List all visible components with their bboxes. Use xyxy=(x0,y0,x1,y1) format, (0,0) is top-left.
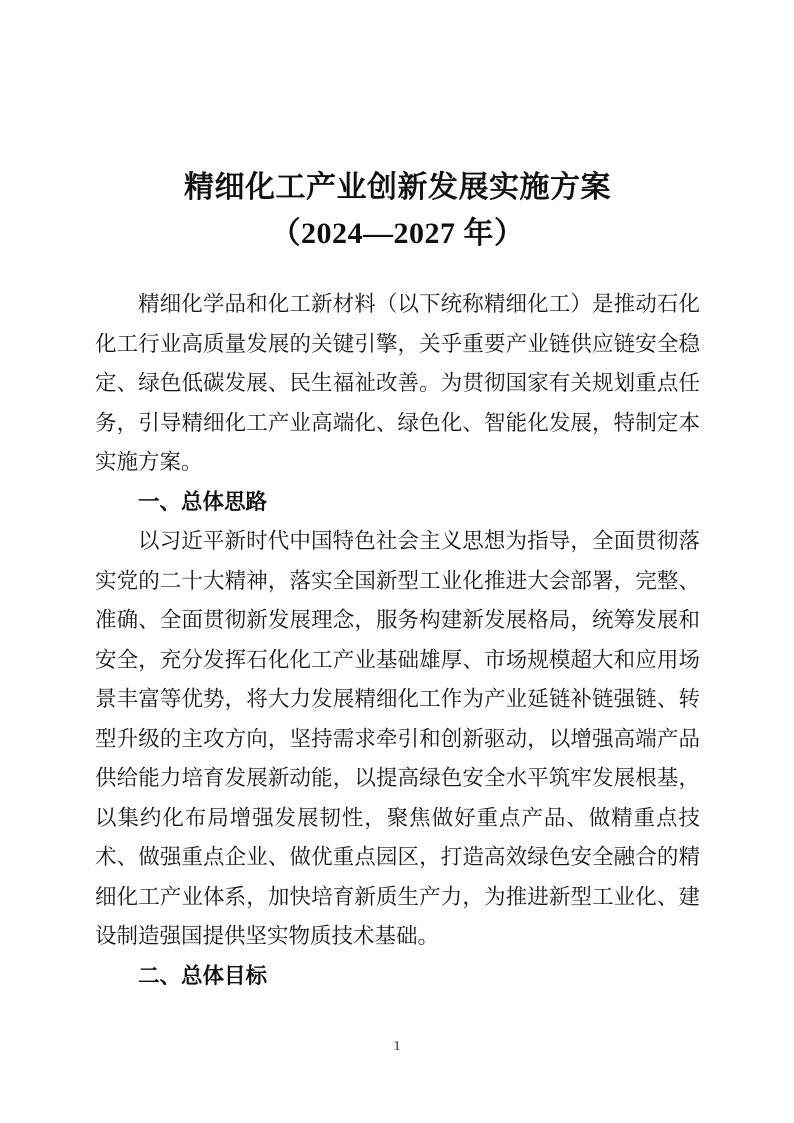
document-title xyxy=(95,165,700,257)
section-heading-overall-approach: 一、总体思路 xyxy=(138,489,268,514)
document-body xyxy=(95,285,700,996)
paragraph-intro: 精细化学品和化工新材料（以下统称精细化工）是推动石化化工行业高质量发展的关键引擎，关乎重要产业链供应链安全稳定、绿色低碳发展、民生福祉改善。为贯彻国家有关规划重点任务，引导精细化工产业高端化、绿色化、智能化发展，特制定本实施方案。 xyxy=(95,292,700,474)
section-heading-overall-goals: 二、总体目标 xyxy=(138,963,268,988)
page-number: 1 xyxy=(393,1039,401,1054)
paragraph-overall-approach: 以习近平新时代中国特色社会主义思想为指导，全面贯彻落实党的二十大精神，落实全国新型工业化推进大会部署，完整、准确、全面贯彻新发展理念，服务构建新发展格局，统筹发展和安全，充分发挥石化化工产业基础雄厚、市场规模超大和应用场景丰富等优势，将大力发展精细化工作为产业延链补链强链、转型升级的主攻方向，坚持需求牵引和创新驱动，以增强高端产品供给能力培育发展新动能，以提高绿色安全水平筑牢发展根基，以集约化布局增强发展韧性，聚焦做好重点产品、做精重点技术、做强重点企业、做优重点园区，打造高效绿色安全融合的精细化工产业体系，加快培育新质生产力，为推进新型工业化、建设制造强国提供坚实物质技术基础。 xyxy=(95,529,700,948)
document-title-line1: 精细化工产业创新发展实施方案 xyxy=(184,171,611,204)
document-title-line2: （2024—2027 年） xyxy=(270,217,525,250)
